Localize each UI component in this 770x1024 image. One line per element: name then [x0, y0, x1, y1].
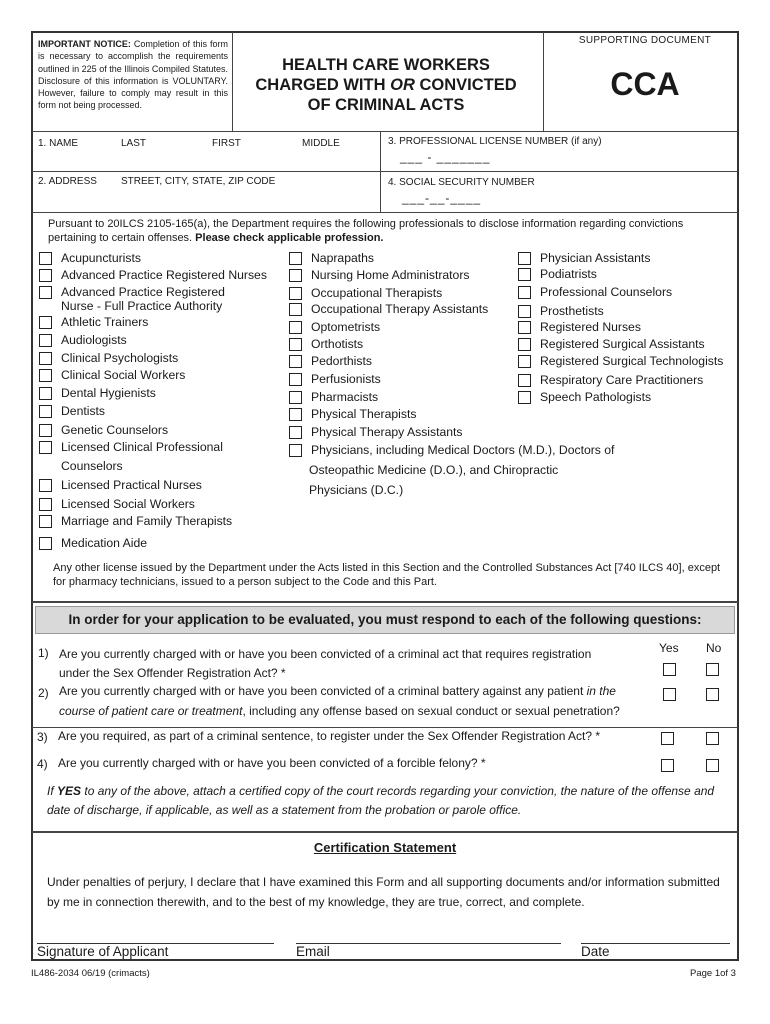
- checkbox[interactable]: [39, 334, 52, 347]
- checkbox[interactable]: [289, 269, 302, 282]
- if-yes-instructions: If YES to any of the above, attach a certified copy of the court records regarding your conviction, the nature of the offense and date of discharge, if applicable, as well as a statement from the probation or parole office.: [47, 784, 715, 817]
- checkbox[interactable]: [39, 369, 52, 382]
- profession-continuation: Physicians (D.C.): [309, 483, 404, 497]
- supporting-document-label: SUPPORTING DOCUMENT: [578, 35, 712, 46]
- email-label: Email: [296, 944, 330, 959]
- profession-continuation: Nurse - Full Practice Authority: [61, 299, 223, 313]
- q2-no-checkbox[interactable]: [706, 688, 719, 701]
- checkbox[interactable]: [39, 424, 52, 437]
- no-column-label: No: [706, 641, 722, 655]
- checkbox[interactable]: [518, 391, 531, 404]
- divider: [32, 601, 738, 603]
- checkbox[interactable]: [289, 287, 302, 300]
- middle-name-label: MIDDLE: [302, 138, 340, 149]
- question-2-text: course of patient care or treatment, including any offense based on sexual conduct or sexual penetration?: [59, 704, 620, 718]
- q1-yes-checkbox[interactable]: [663, 663, 676, 676]
- checkbox[interactable]: [39, 252, 52, 265]
- form-title: HEALTH CARE WORKERS CHARGED WITH OR CONVICTED OF CRIMINAL ACTS: [255, 56, 517, 114]
- page-number: Page 1of 3: [690, 968, 736, 979]
- checkbox[interactable]: [289, 373, 302, 386]
- q4-no-checkbox[interactable]: [706, 759, 719, 772]
- profession-continuation: Counselors: [61, 459, 123, 473]
- ssn-field[interactable]: ___-__-____: [402, 191, 482, 205]
- address-label: 2. ADDRESS: [38, 176, 97, 187]
- question-2-number: 2): [38, 686, 49, 700]
- checkbox[interactable]: [39, 537, 52, 550]
- divider: [32, 171, 738, 172]
- question-4-number: 4): [37, 757, 48, 771]
- certification-text: Under penalties of perjury, I declare that I have examined this Form and all supporting documents and/or information submitted by me in connection therewith, and to the best of my knowledge, they are true, correct, and complete.: [47, 875, 720, 909]
- checkbox[interactable]: [289, 303, 302, 316]
- checkbox[interactable]: [518, 305, 531, 318]
- question-1-number: 1): [38, 646, 49, 660]
- question-3-number: 3): [37, 730, 48, 744]
- checkbox[interactable]: [39, 441, 52, 454]
- question-2-text: Are you currently charged with or have you been convicted of a criminal battery against any patient in the: [59, 684, 616, 698]
- q1-no-checkbox[interactable]: [706, 663, 719, 676]
- form-code: CCA: [610, 66, 680, 102]
- checkbox[interactable]: [39, 269, 52, 282]
- address-parts-label: STREET, CITY, STATE, ZIP CODE: [121, 176, 276, 187]
- divider: [32, 831, 738, 833]
- last-name-label: LAST: [121, 138, 147, 149]
- checkbox[interactable]: [289, 391, 302, 404]
- email-line[interactable]: [296, 943, 561, 944]
- checkbox[interactable]: [518, 338, 531, 351]
- question-1-text: Are you currently charged with or have you been convicted of a criminal act that requires registration: [59, 647, 592, 661]
- q3-no-checkbox[interactable]: [706, 732, 719, 745]
- checkbox[interactable]: [518, 268, 531, 281]
- divider: [543, 32, 544, 132]
- form-id: IL486-2034 06/19 (crimacts): [31, 968, 150, 979]
- checkbox[interactable]: [518, 321, 531, 334]
- q4-yes-checkbox[interactable]: [661, 759, 674, 772]
- profession-continuation: Osteopathic Medicine (D.O.), and Chiropractic: [309, 463, 559, 477]
- checkbox[interactable]: [289, 444, 302, 457]
- checkbox[interactable]: [39, 405, 52, 418]
- q3-yes-checkbox[interactable]: [661, 732, 674, 745]
- checkbox[interactable]: [39, 387, 52, 400]
- intro-text: Pursuant to 20ILCS 2105-165(a), the Department requires the following professionals to disclose information regarding convictions pertaining to certain offenses. Please check applicable profession.: [48, 218, 684, 244]
- q2-yes-checkbox[interactable]: [663, 688, 676, 701]
- ssn-label: 4. SOCIAL SECURITY NUMBER: [388, 177, 535, 188]
- license-number-label: 3. PROFESSIONAL LICENSE NUMBER (if any): [388, 136, 602, 147]
- signature-label: Signature of Applicant: [37, 944, 169, 959]
- checkbox[interactable]: [39, 352, 52, 365]
- checkbox[interactable]: [289, 426, 302, 439]
- question-1-text: under the Sex Offender Registration Act? *: [59, 666, 286, 680]
- checkbox[interactable]: [39, 498, 52, 511]
- checkbox[interactable]: [518, 286, 531, 299]
- divider: [232, 32, 233, 132]
- checkbox[interactable]: [518, 374, 531, 387]
- checkbox[interactable]: [289, 408, 302, 421]
- divider: [32, 212, 738, 213]
- first-name-label: FIRST: [212, 138, 241, 149]
- checkbox[interactable]: [289, 252, 302, 265]
- date-label: Date: [581, 944, 610, 959]
- checkbox[interactable]: [289, 321, 302, 334]
- important-notice: IMPORTANT NOTICE: Completion of this form is necessary to accomplish the requirements outlined in 225 of the Illinois Compiled Statutes. Disclosure of this information is VOLUNTARY. However, failure to comply may result in this form not being processed.: [38, 39, 228, 111]
- checkbox[interactable]: [39, 316, 52, 329]
- checkbox[interactable]: [518, 355, 531, 368]
- questions-header: In order for your application to be evaluated, you must respond to each of the following questions:: [35, 606, 735, 634]
- checkbox[interactable]: [289, 338, 302, 351]
- checkbox[interactable]: [39, 479, 52, 492]
- name-label: 1. NAME: [38, 138, 79, 149]
- license-number-field[interactable]: ___ - _______: [400, 150, 491, 164]
- yes-column-label: Yes: [659, 641, 679, 655]
- question-3-text: Are you required, as part of a criminal sentence, to register under the Sex Offender Registration Act? *: [58, 729, 601, 743]
- other-license-text: Any other license issued by the Department under the Acts listed in this Section and the Controlled Substances Act [740 ILCS 40], except for pharmacy technicians, issued to a person subject to the Code and this Part.: [53, 562, 721, 588]
- checkbox[interactable]: [39, 286, 52, 299]
- divider: [32, 131, 738, 132]
- question-4-text: Are you currently charged with or have you been convicted of a forcible felony? *: [58, 756, 486, 770]
- divider: [380, 131, 381, 213]
- checkbox[interactable]: [518, 252, 531, 265]
- checkbox[interactable]: [289, 355, 302, 368]
- certification-title: Certification Statement: [313, 840, 457, 855]
- checkbox[interactable]: [39, 515, 52, 528]
